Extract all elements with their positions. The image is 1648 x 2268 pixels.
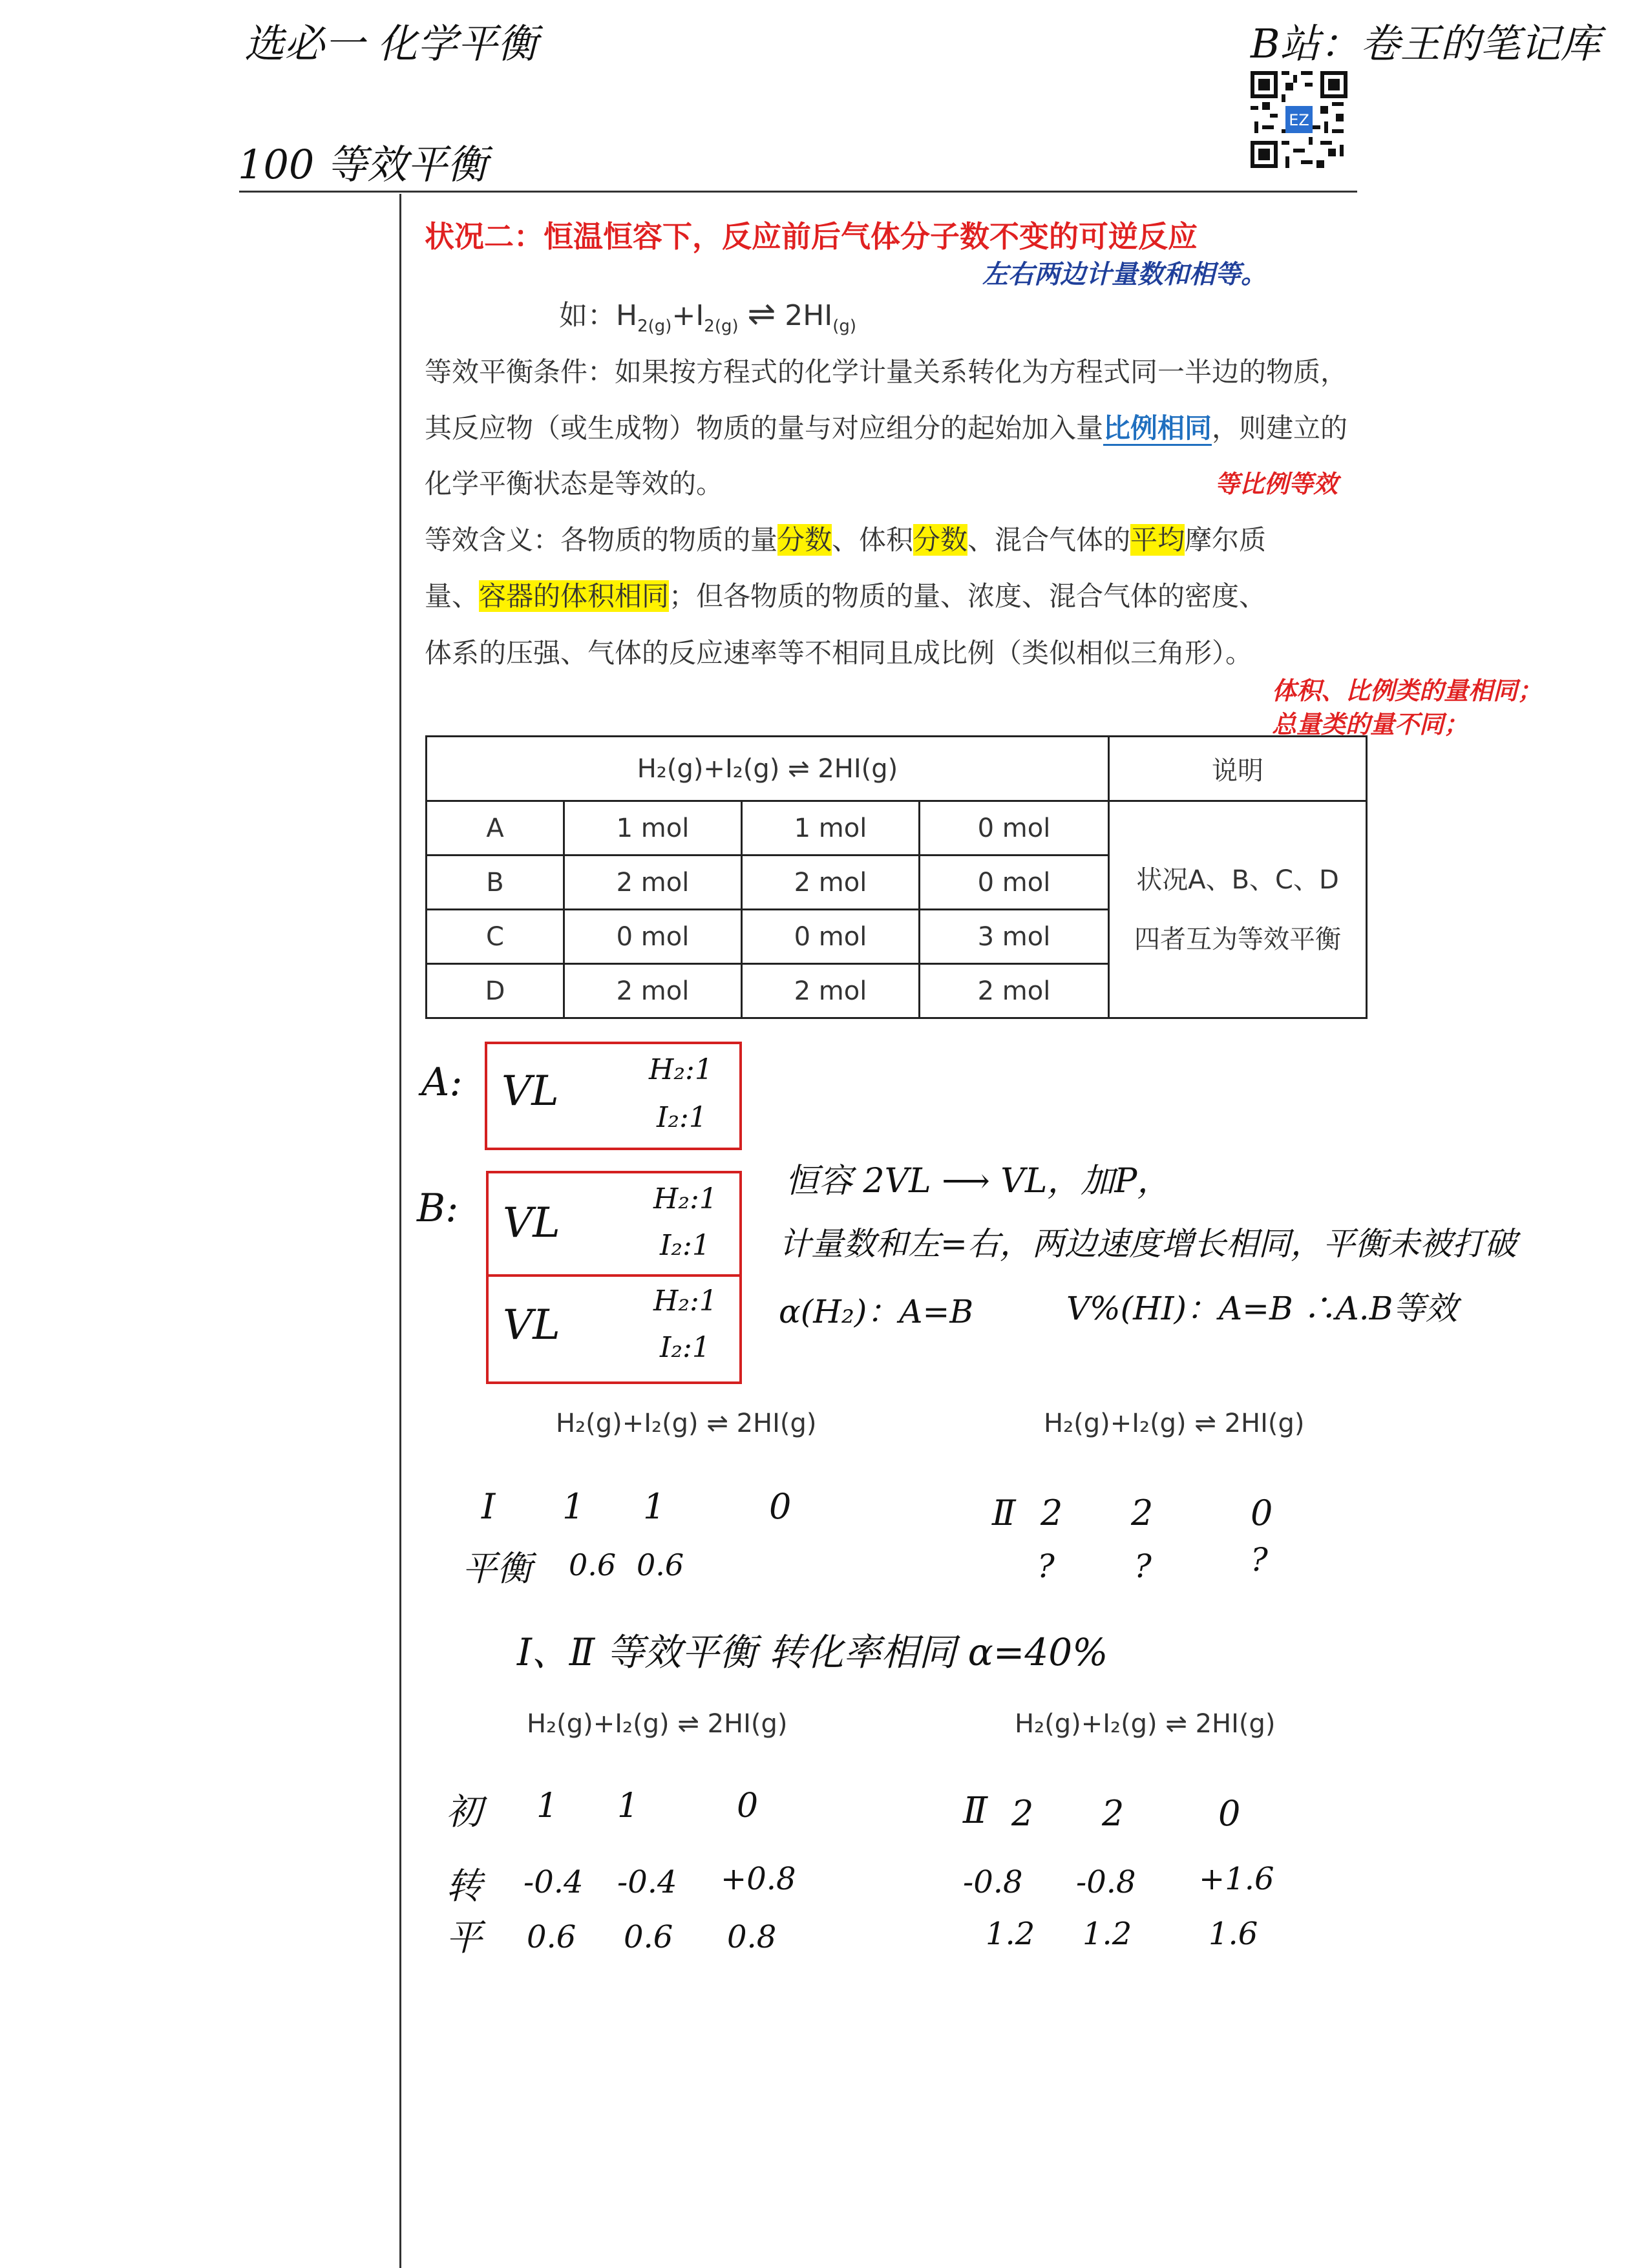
header-left-title: 选必一 化学平衡 (244, 20, 538, 67)
ex1-left-r2-label: 平衡 (462, 1548, 532, 1589)
cell: 0 mol (742, 910, 920, 964)
box-b-label: B: (417, 1186, 459, 1231)
ex1-right-r2-c2: ? (1134, 1548, 1152, 1585)
ex2-left-r3-c3: 0.8 (727, 1919, 777, 1955)
ex2-left-r3-c1: 0.6 (527, 1919, 576, 1955)
cell: 1 mol (742, 801, 920, 856)
ex2-right-r1-label: Ⅱ (963, 1790, 988, 1832)
ex1-left-r2-c2: 0.6 (637, 1548, 684, 1582)
ex2-left-r1-c1: 1 (536, 1787, 558, 1825)
conditions-line1: 等效平衡条件：如果按方程式的化学计量关系转化为方程式同一半边的物质， (425, 356, 1348, 388)
box-i2: I₂:1 (660, 1229, 710, 1262)
ex1-equation-right: H₂(g)+I₂(g) ⇌ 2HI(g) (1044, 1409, 1305, 1438)
ex1-right-r2-c3: ? (1251, 1541, 1268, 1579)
cell: 3 mol (920, 910, 1109, 964)
ex2-right-r2-c3: +1.6 (1199, 1861, 1274, 1897)
box-b-divider (489, 1274, 739, 1277)
conditions-line3: 化学平衡状态是等效的。 (425, 468, 724, 499)
box-vl: VL (502, 1067, 559, 1115)
row-label: D (427, 964, 564, 1018)
ex2-right-r1-c1: 2 (1011, 1793, 1034, 1834)
ex2-left-r1-c3: 0 (737, 1787, 759, 1825)
ex1-left-r2-c1: 0.6 (569, 1548, 617, 1582)
ex2-right-r1-c3: 0 (1218, 1793, 1241, 1834)
ex1-right-r1-c2: 2 (1131, 1493, 1154, 1533)
table-note-cell (1109, 801, 1367, 1018)
meaning-line3: 体系的压强、气体的反应速率等不相同且成比例（类似相似三角形）。 (425, 637, 1253, 669)
table-header-equation: H₂(g)+I₂(g) ⇌ 2HI(g) (427, 737, 1109, 801)
cell: 1 mol (564, 801, 742, 856)
heading: 状况二：恒温恒容下，反应前后气体分子数不变的可逆反应 (425, 219, 1198, 254)
note-equivalent: V%(HI)：A=B ∴A.B等效 (1066, 1290, 1458, 1327)
box-vl: VL (503, 1301, 560, 1349)
box-i2: I₂:1 (660, 1331, 710, 1364)
note-sum: 左右两边计量数和相等。 (982, 259, 1267, 289)
note-total: 总量类的量不同； (1272, 709, 1469, 739)
margin-rule (399, 194, 401, 2268)
svg-text:EZ: EZ (1289, 111, 1309, 129)
ex1-left-r1-c2: 1 (643, 1486, 666, 1527)
row-label: A (427, 801, 564, 856)
ex1-right-r1-c3: 0 (1251, 1493, 1273, 1533)
cell: 2 mol (564, 856, 742, 910)
header-right-title: B站：卷王的笔记库 (1251, 20, 1601, 67)
ex1-right-r1-c1: 2 (1041, 1493, 1063, 1533)
table-note-line1: 状况A、B、C、D (1136, 865, 1339, 895)
ex2-equation-right: H₂(g)+I₂(g) ⇌ 2HI(g) (1015, 1709, 1276, 1739)
cell: 0 mol (920, 856, 1109, 910)
note-ratio: 等比例等效 (1215, 469, 1338, 498)
header-rule (239, 191, 1357, 193)
ex2-right-r2-c1: -0.8 (963, 1864, 1023, 1900)
ex1-left-r1-c1: 1 (562, 1486, 585, 1527)
qr-code-icon (1251, 71, 1347, 168)
conclusion: Ⅰ、Ⅱ 等效平衡 转化率相同 α=40% (517, 1630, 1108, 1674)
ex2-left-r3-c2: 0.6 (624, 1919, 673, 1955)
ex2-equation-left: H₂(g)+I₂(g) ⇌ 2HI(g) (527, 1709, 788, 1739)
box-a-label: A: (421, 1060, 463, 1105)
cell: 2 mol (742, 964, 920, 1018)
ex1-left-r1-c3: 0 (769, 1486, 792, 1527)
conditions-line2: 其反应物（或生成物）物质的量与对应组分的起始加入量比例相同，则建立的 (425, 415, 1347, 442)
box-i2: I₂:1 (657, 1101, 707, 1134)
note-balance: 计量数和左=右，两边速度增长相同，平衡未被打破 (779, 1225, 1517, 1263)
note-volume: 体积、比例类的量相同； (1272, 676, 1543, 705)
ex1-right-r2-c1: ? (1037, 1548, 1055, 1585)
ex2-left-r2-c3: +0.8 (721, 1861, 796, 1897)
ex2-left-r2-label: 转 (446, 1865, 482, 1907)
cell: 2 mol (920, 964, 1109, 1018)
ex1-equation-left: H₂(g)+I₂(g) ⇌ 2HI(g) (556, 1409, 817, 1438)
example-equation: 如：$H_{2(g)}+I_{2(g)}$ ⇌ $2HI_{(g)}$ (559, 295, 857, 336)
ex2-right-r3-c3: 1.6 (1209, 1916, 1258, 1952)
ex2-right-r3-c2: 1.2 (1083, 1916, 1132, 1952)
ex2-left-r1-c2: 1 (617, 1787, 639, 1825)
table-header-note: 说明 (1109, 737, 1367, 801)
box-a (485, 1042, 742, 1150)
cell: 0 mol (920, 801, 1109, 856)
ex1-left-r1-label: Ⅰ (481, 1486, 496, 1527)
equilibrium-table (425, 735, 1368, 1019)
box-h2: H₂:1 (649, 1053, 713, 1086)
ex2-left-r2-c2: -0.4 (617, 1864, 677, 1900)
section-title: 100 等效平衡 (238, 141, 488, 188)
box-vl: VL (503, 1199, 560, 1247)
box-h2: H₂:1 (653, 1182, 717, 1215)
ex2-right-r2-c2: -0.8 (1076, 1864, 1136, 1900)
ex1-right-r1-label: Ⅱ (992, 1493, 1016, 1533)
table-note-line2: 四者互为等效平衡 (1134, 924, 1341, 954)
box-b (486, 1171, 742, 1384)
meaning-line2: 量、容器的体积相同；但各物质的物质的量、浓度、混合气体的密度、 (425, 580, 1267, 612)
row-label: C (427, 910, 564, 964)
cell: 2 mol (742, 856, 920, 910)
ex2-right-r3-c1: 1.2 (986, 1916, 1035, 1952)
note-alpha: α(H₂)：A=B (779, 1293, 974, 1330)
cell: 2 mol (564, 964, 742, 1018)
note-constant-volume: 恒容 2VL ⟶ VL，加P， (785, 1162, 1171, 1201)
ex2-right-r1-c2: 2 (1102, 1793, 1125, 1834)
meaning-line1: 等效含义：各物质的物质的量分数、体积分数、混合气体的平均摩尔质 (425, 524, 1267, 556)
ex2-left-r1-label: 初 (446, 1791, 482, 1833)
ex2-left-r2-c1: -0.4 (523, 1864, 584, 1900)
box-h2: H₂:1 (653, 1285, 717, 1318)
ex2-left-r3-label: 平 (446, 1917, 482, 1959)
row-label: B (427, 856, 564, 910)
cell: 0 mol (564, 910, 742, 964)
